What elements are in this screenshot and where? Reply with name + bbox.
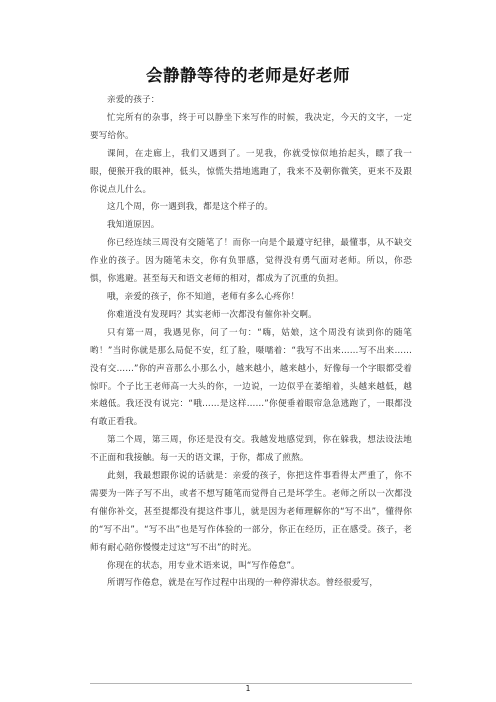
document-body [90,92,412,593]
paragraph: 只有第一周，我遇见你，问了一句：“嗨，姑娘，这个周没有读到你的随笔哟！”当时你就是那么局促不安，红了脸，嗫嚅着：“我写不出来……写不出来……没有交……”你的声音那么小那么小，越来越小，越来越小，好像每一个字眼都受着惊吓。个子比王老师高一大头的你，一边说，一边似乎在萎缩着，头越来越低，越来越低。我还没有说完：“哦……是这样……”你便垂着眼帘急急逃跑了，一眼都没有敢正看我。 [90,327,412,428]
paragraph: 哦，亲爱的孩子，你不知道，老师有多么心疼你！ [107,291,300,302]
paragraph: 我知道原因。 [107,220,160,231]
paragraph: 你现在的状态，用专业术语来说，叫“写作倦怠”。 [107,560,300,571]
page-number: 1 [245,684,251,693]
paragraph: 你难道没有发现吗？其实老师一次都没有催你补交啊。 [107,309,317,320]
paragraph: 课间，在走廊上，我们又遇到了。一见我，你就受惊似地抬起头，瞟了我一眼，便猴开我的眼神，低头，惊慌失措地逃跑了，我来不及朝你微笑，更来不及跟你说点儿什么。 [90,148,412,195]
paragraph-salutation: 亲爱的孩子： [107,95,160,105]
paragraph: 你已经连续三周没有交随笔了！而你一向是个最遵守纪律，最懂事，从不缺交作业的孩子。因为随笔未交，你有负罪感，觉得没有勇气面对老师。所以，你恐惧，你逃避。甚至每天和语文老师的相对，都成为了沉重的负担。 [90,238,412,285]
paragraph: 所谓写作倦怠，就是在写作过程中出现的一种停滞状态。曾经很爱写， [107,578,379,589]
paragraph: 此刻，我最想跟你说的话就是：亲爱的孩子，你把这件事看得太严重了，你不需要为一阵子写不出，或者不想写随笔而觉得自己是坏学生。老师之所以一次都没有催你补交，甚至提都没有提这件事儿，就是因为老师理解你的“写不出”，懂得你的“写不出”。“写不出”也是写作体验的一部分，你正在经历，正在感受。孩子，老师有耐心陪你慢慢走过这“写不出”的时光。 [90,471,412,553]
paragraph: 这几个周，你一遇到我，都是这个样子的。 [107,202,274,213]
paragraph: 第二个周，第三周，你还是没有交。我越发地感觉到，你在躲我，想法设法地不正面和我接触。每一天的语文课，于你，都成了煎熬。 [90,435,412,464]
paragraph: 忙完所有的杂事，终于可以静坐下来写作的时候，我决定，今天的文字，一定要写给你。 [90,112,412,141]
document-title: 会静静等待的老师是好老师 [146,66,350,85]
